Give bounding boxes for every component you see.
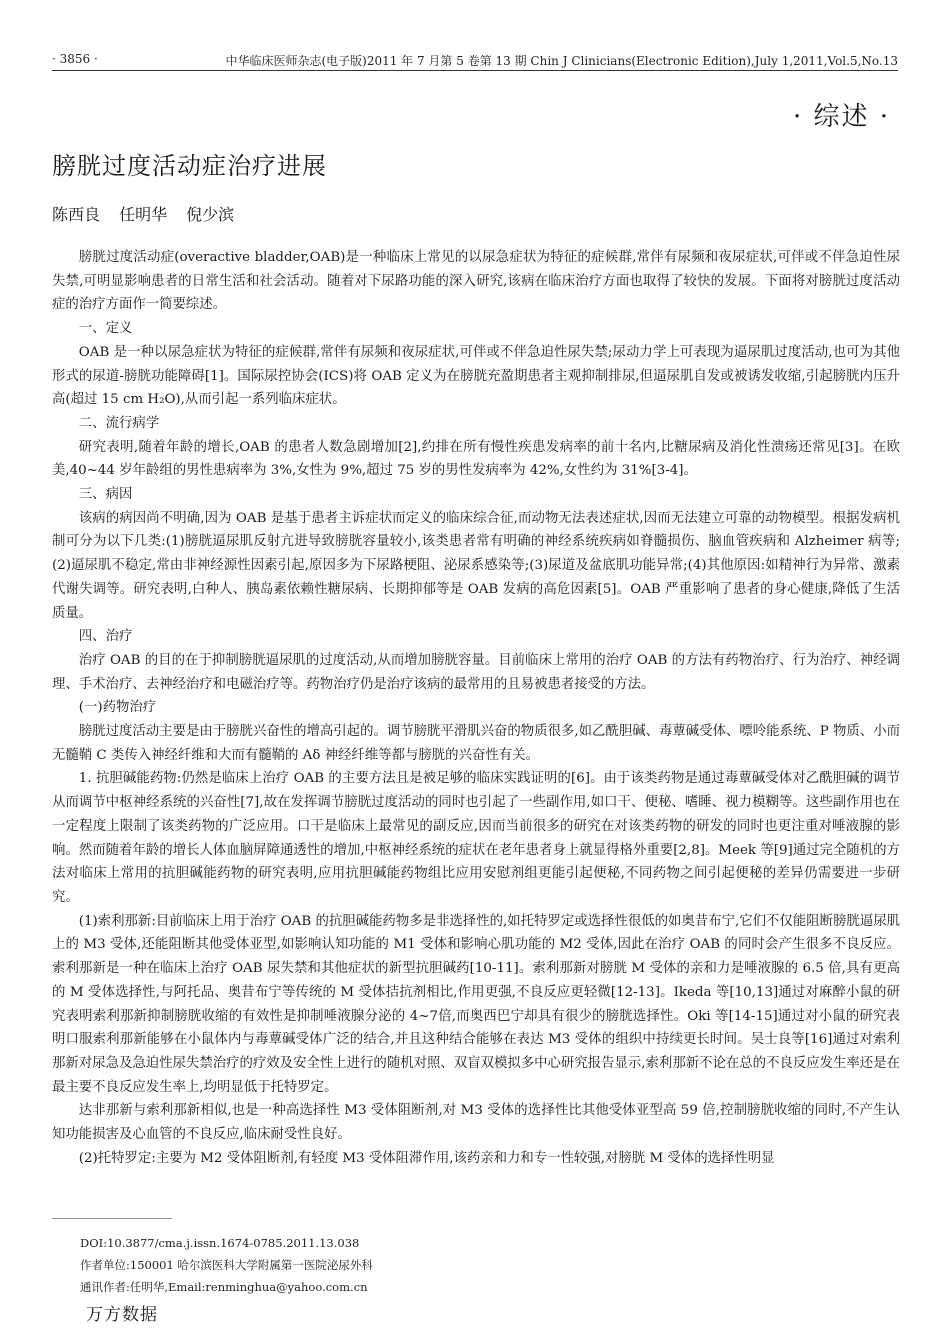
section-heading: 四、治疗 — [78, 629, 133, 645]
subsection-heading: (一)药物治疗 — [78, 700, 157, 716]
footnotes — [80, 1232, 373, 1298]
paragraph: 膀胱过度活动症(overactive bladder,OAB)是一种临床上常见的以尿急症状为特征的症候群,常伴有尿频和夜尿症状,可伴或不伴急迫性尿失禁,可明显影响患者的日常生活和社会活动。随着对下尿路功能的深入研究,该病在临床治疗方面也取得了较快的发展。下面将对膀胱过度活动症的治疗方面作一简要综述。 — [52, 250, 900, 313]
article-title: 膀胱过度活动症治疗进展 — [52, 152, 327, 180]
paragraph: (2)托特罗定:主要为 M2 受体阻断剂,有轻度 M3 受体阻滞作用,该药亲和力和专一性较强,对膀胱 M 受体的选择性明显 — [78, 1150, 775, 1166]
affiliation-line: 作者单位:150001 哈尔滨医科大学附属第一医院泌尿外科 — [80, 1258, 373, 1272]
paragraph: 膀胱过度活动主要是由于膀胱兴奋性的增高引起的。调节膀胱平滑肌兴奋的物质很多,如乙酰胆碱、毒蕈碱受体、嘌呤能系统、P 物质、小而无髓鞘 C 类传入神经纤维和大而有髓鞘的 Aδ 神经纤维等都与膀胱的兴奋性有关。 — [52, 724, 900, 763]
paragraph: (1)索利那新:目前临床上用于治疗 OAB 的抗胆碱能药物多是非选择性的,如托特罗定或选择性很低的如奥昔布宁,它们不仅能阻断膀胱逼尿肌上的 M3 受体,还能阻断其他受体亚型,如影响认知功能的 M1 受体和影响心肌功能的 M2 受体,因此在治疗 OAB 的同时会产生很多不良反应。索利那新是一种在临床上治疗 OAB 尿失禁和其他症状的新型抗胆碱药[10-11]。索利那新对膀胱 M 受体的亲和力是唾液腺的 6.5 倍,具有更高的 M 受体选择性,与阿托品、奥昔布宁等传统的 M 受体拮抗剂相比,作用更强,不良反应更轻微[12-13]。Ikeda 等[10,13]通过对麻醉小鼠的研究表明索利那新抑制膀胱收缩的有效性是抑制唾液腺分泌的 4~7倍,而奥西巴宁却具有很少的膀胱选择性。Oki 等[14-15]通过对小鼠的研究表明口服索利那新能够在小鼠体内与毒蕈碱受体广泛的结合,并且这种结合能够在表达 M3 受体的组织中持续更长时间。吴士良等[16]通过对索利那新对尿急及急迫性尿失禁治疗的疗效及安全性上进行的随机对照、双盲双模拟多中心研究报告显示,索利那新不论在总的不良反应发生率还是在最主要不良反应发生率上,均明显低于托特罗定。 — [52, 913, 900, 1095]
paragraph: 研究表明,随着年龄的增长,OAB 的患者人数急剧增加[2],约排在所有慢性疾患发病率的前十名内,比糖尿病及消化性溃疡还常见[3]。在欧美,40~44 岁年龄组的男性患病率为 3%,女性为 9%,超过 75 岁的男性发病率为 42%,女性约为 31%[3-4]。 — [52, 439, 900, 479]
paragraph: OAB 是一种以尿急症状为特征的症候群,常伴有尿频和夜尿症状,可伴或不伴急迫性尿失禁;尿动力学上可表现为逼尿肌过度活动,也可为其他形式的尿道-膀胱功能障碍[1]。国际尿控协会(ICS)将 OAB 定义为在膀胱充盈期患者主观抑制排尿,但逼尿肌自发或被诱发收缩,引起膀胱内压升高(超过 15 cm H₂O),从而引起一系列临床症状。 — [52, 344, 900, 408]
page-number: · 3856 · — [52, 52, 98, 66]
footnote-divider — [52, 1218, 172, 1219]
article-body — [52, 246, 900, 1170]
doi-line: DOI:10.3877/cma.j.issn.1674-0785.2011.13.038 — [80, 1236, 360, 1250]
author-list: 陈西良 任明华 倪少滨 — [52, 205, 235, 224]
paragraph: 1. 抗胆碱能药物:仍然是临床上治疗 OAB 的主要方法且是被足够的临床实践证明的[6]。由于该类药物是通过毒蕈碱受体对乙酰胆碱的调节从而调节中枢神经系统的兴奋性[7],故在发挥调节膀胱过度活动的同时也引起了一些副作用,如口干、便秘、嗜睡、视力模糊等。这些副作用也在一定程度上限制了该类药物的广泛应用。口干是临床上最常见的副反应,因而当前很多的研究在对该类药物的研发的同时也更注重对唾液腺的影响。然而随着年龄的增长人体血脑屏障通透性的增加,中枢神经系统的症状在老年患者身上就显得格外重要[2,8]。Meek 等[9]通过完全随机的方法对临床上常用的抗胆碱能药物的研究表明,应用抗胆碱能药物组比应用安慰剂组更能引起便秘,不同药物之间引起便秘的差异仍需要进一步研究。 — [52, 771, 900, 905]
paragraph: 该病的病因尚不明确,因为 OAB 是基于患者主诉症状而定义的临床综合征,而动物无法表述症状,因而无法建立可靠的动物模型。根据发病机制可分为以下几类:(1)膀胱逼尿肌反射亢进导致膀胱容量较小,该类患者常有明确的神经系统疾病如脊髓损伤、脑血管疾病和 Alzheimer 病等;(2)逼尿肌不稳定,常由非神经源性因素引起,原因多为下尿路梗阻、泌尿系感染等;(3)尿道及盆底肌功能异常;(4)其他原因:如精神行为异常、激素代谢失调等。研究表明,白种人、胰岛素依赖性糖尿病、长期抑郁等是 OAB 发病的高危因素[5]。OAB 严重影响了患者的身心健康,降低了生活质量。 — [52, 510, 900, 621]
section-heading: 一、定义 — [78, 321, 133, 337]
correspondence-line: 通讯作者:任明华,Email:renminghua@yahoo.com.cn — [80, 1280, 368, 1294]
section-tag: · 综述 · — [792, 102, 890, 132]
section-heading: 三、病因 — [78, 487, 133, 503]
paragraph: 达非那新与索利那新相似,也是一种高选择性 M3 受体阻断剂,对 M3 受体的选择性比其他受体亚型高 59 倍,控制膀胱收缩的同时,不产生认知功能损害及心血管的不良反应,临床耐受性良好。 — [52, 1103, 900, 1143]
section-heading: 二、流行病学 — [78, 415, 160, 431]
running-header — [52, 48, 898, 71]
paragraph: 治疗 OAB 的目的在于抑制膀胱逼尿肌的过度活动,从而增加膀胱容量。目前临床上常用的治疗 OAB 的方法有药物治疗、行为治疗、神经调理、手术治疗、去神经治疗和电磁治疗等。药物治疗仍是治疗该病的最常用的且易被患者接受的方法。 — [52, 652, 900, 692]
watermark-text: 万方数据 — [86, 1305, 158, 1325]
journal-citation: 中华临床医师杂志(电子版)2011 年 7 月第 5 卷第 13 期 Chin J Clinicians(Electronic Edition),July 1,2011,Vol.5,No.13 — [225, 54, 898, 68]
